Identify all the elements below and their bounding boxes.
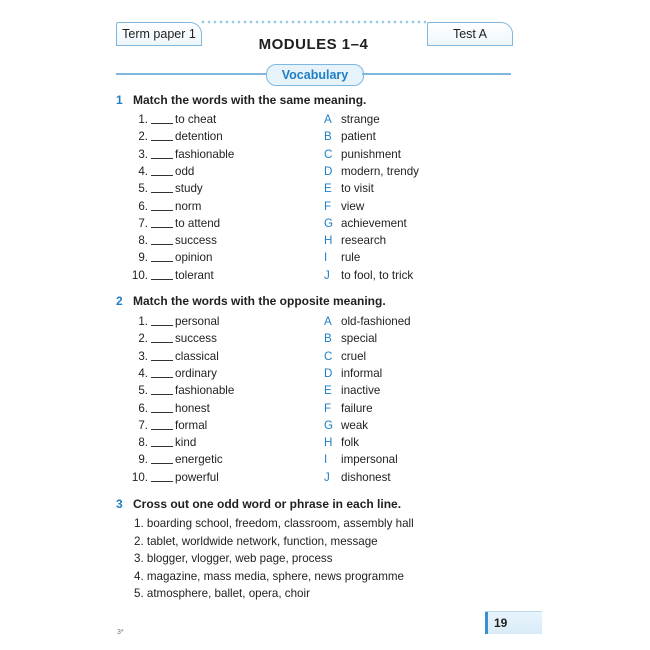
task-1-heading — [116, 93, 366, 107]
option-letter: H — [324, 234, 333, 248]
item-word: odd — [175, 164, 195, 178]
option-text: research — [341, 234, 387, 248]
item-word: ordinary — [175, 366, 217, 380]
answer-blank[interactable] — [151, 202, 173, 211]
option-text: patient — [341, 130, 376, 144]
item-number: 1. — [138, 315, 148, 328]
match-row — [116, 417, 536, 434]
option-letter: A — [324, 113, 332, 126]
answer-blank[interactable] — [151, 334, 173, 343]
answer-blank[interactable] — [151, 184, 173, 193]
match-row — [116, 434, 536, 451]
task-3-heading — [116, 497, 401, 511]
option-text: old-fashioned — [341, 315, 411, 328]
item-number: 6. — [138, 199, 148, 213]
option-letter: G — [324, 216, 334, 230]
option-text: cruel — [341, 349, 367, 363]
item-number: 7. — [138, 418, 148, 432]
task-instruction: Match the words with the same meaning. — [133, 93, 367, 107]
match-row — [116, 348, 536, 365]
option-text: inactive — [341, 384, 381, 398]
answer-blank[interactable] — [151, 150, 173, 159]
match-row — [116, 215, 536, 232]
item-word: detention — [175, 130, 223, 144]
match-row — [116, 128, 536, 145]
match-row — [116, 330, 536, 347]
option-text: dishonest — [341, 470, 391, 484]
section-rule-left — [116, 73, 266, 75]
answer-blank[interactable] — [151, 421, 173, 430]
answer-blank[interactable] — [151, 219, 173, 228]
match-row — [116, 111, 536, 128]
option-text: strange — [341, 113, 380, 126]
item-word: kind — [175, 436, 197, 450]
option-letter: D — [324, 164, 333, 178]
task-number: 1 — [116, 93, 123, 107]
task-2-heading — [116, 294, 386, 308]
item-number: 10. — [131, 268, 148, 282]
page-number: 19 — [494, 616, 508, 630]
answer-blank[interactable] — [151, 473, 173, 482]
item-number: 6. — [138, 401, 148, 415]
page-title: MODULES 1–4 — [258, 36, 369, 53]
match-row — [116, 313, 536, 330]
option-letter: F — [324, 401, 332, 415]
match-row — [116, 365, 536, 382]
option-letter: H — [324, 436, 333, 450]
task-number: 2 — [116, 294, 123, 308]
item-number: 1. — [138, 113, 148, 126]
answer-blank[interactable] — [151, 236, 173, 245]
odd-one-out-line: 1. boarding school, freedom, classroom, assembly hall — [134, 517, 414, 530]
match-row — [116, 163, 536, 180]
answer-blank[interactable] — [151, 369, 173, 378]
item-number: 8. — [138, 436, 148, 450]
item-number: 2. — [138, 130, 148, 144]
option-text: folk — [341, 436, 360, 450]
option-letter: B — [324, 130, 332, 144]
item-word: norm — [175, 199, 202, 213]
option-text: punishment — [341, 147, 401, 161]
answer-blank[interactable] — [151, 317, 173, 326]
item-word: success — [175, 234, 217, 248]
item-word: energetic — [175, 453, 223, 467]
item-word: fashionable — [175, 384, 235, 398]
option-letter: G — [324, 418, 334, 432]
option-text: rule — [341, 251, 361, 265]
item-word: honest — [175, 401, 210, 415]
option-text: to visit — [341, 182, 374, 196]
match-row — [116, 146, 536, 163]
item-word: powerful — [175, 470, 219, 484]
option-text: failure — [341, 401, 373, 415]
item-word: personal — [175, 315, 220, 328]
test-variant-tab: Test A — [427, 22, 513, 46]
option-text: modern, trendy — [341, 164, 419, 178]
item-word: study — [175, 182, 203, 196]
item-number: 9. — [138, 251, 148, 265]
footer-mark: 3* — [117, 629, 124, 636]
item-number: 3. — [138, 147, 148, 161]
item-number: 3. — [138, 349, 148, 363]
option-text: impersonal — [341, 453, 398, 467]
match-row — [116, 267, 536, 284]
option-text: special — [341, 332, 378, 346]
task-instruction: Match the words with the opposite meaning. — [133, 294, 386, 308]
answer-blank[interactable] — [151, 253, 173, 262]
match-row — [116, 180, 536, 197]
item-number: 5. — [138, 384, 148, 398]
match-row — [116, 469, 536, 486]
page-tab-accent — [485, 612, 488, 634]
item-number: 7. — [138, 216, 148, 230]
option-text: to fool, to trick — [341, 268, 414, 282]
item-word: fashionable — [175, 147, 235, 161]
match-row — [116, 198, 536, 215]
match-row — [116, 382, 536, 399]
answer-blank[interactable] — [151, 132, 173, 141]
option-letter: C — [324, 349, 333, 363]
option-letter: E — [324, 384, 332, 398]
item-number: 10. — [131, 470, 148, 484]
task-number: 3 — [116, 497, 123, 511]
section-label: Vocabulary — [266, 64, 364, 86]
option-letter: I — [324, 251, 328, 265]
task-instruction: Cross out one odd word or phrase in each line. — [133, 497, 402, 511]
item-number: 4. — [138, 366, 148, 380]
dotted-divider — [200, 20, 427, 24]
match-row — [116, 451, 536, 468]
match-row — [116, 249, 536, 266]
option-letter: J — [324, 268, 330, 282]
match-row — [116, 400, 536, 417]
option-letter: A — [324, 315, 332, 328]
item-word: classical — [175, 349, 219, 363]
answer-blank[interactable] — [151, 404, 173, 413]
option-text: achievement — [341, 216, 407, 230]
option-text: weak — [341, 418, 369, 432]
item-word: success — [175, 332, 217, 346]
option-letter: I — [324, 453, 328, 467]
odd-one-out-line: 2. tablet, worldwide network, function, message — [134, 534, 378, 548]
option-letter: E — [324, 182, 332, 196]
option-text: informal — [341, 366, 383, 380]
item-number: 5. — [138, 182, 148, 196]
answer-blank[interactable] — [151, 438, 173, 447]
item-word: opinion — [175, 251, 213, 265]
item-word: to attend — [175, 216, 221, 230]
option-letter: D — [324, 366, 333, 380]
answer-blank[interactable] — [151, 455, 173, 464]
match-row — [116, 232, 536, 249]
answer-blank[interactable] — [151, 386, 173, 395]
odd-one-out-line: 4. magazine, mass media, sphere, news programme — [134, 569, 404, 583]
option-letter: F — [324, 199, 332, 213]
answer-blank[interactable] — [151, 352, 173, 361]
answer-blank[interactable] — [151, 115, 173, 124]
option-letter: B — [324, 332, 332, 346]
section-rule-right — [362, 73, 511, 75]
term-paper-tab: Term paper 1 — [116, 22, 202, 46]
answer-blank[interactable] — [151, 167, 173, 176]
option-letter: J — [324, 470, 330, 484]
odd-one-out-line: 3. blogger, vlogger, web page, process — [134, 552, 333, 565]
page-number-tab — [485, 611, 542, 634]
item-number: 9. — [138, 453, 148, 467]
answer-blank[interactable] — [151, 271, 173, 280]
item-word: to cheat — [175, 113, 217, 126]
item-word: formal — [175, 418, 208, 432]
option-text: view — [341, 199, 365, 213]
odd-one-out-line: 5. atmosphere, ballet, opera, choir — [134, 587, 310, 600]
item-number: 8. — [138, 234, 148, 248]
option-letter: C — [324, 147, 333, 161]
item-number: 4. — [138, 164, 148, 178]
item-word: tolerant — [175, 268, 214, 282]
item-number: 2. — [138, 332, 148, 346]
